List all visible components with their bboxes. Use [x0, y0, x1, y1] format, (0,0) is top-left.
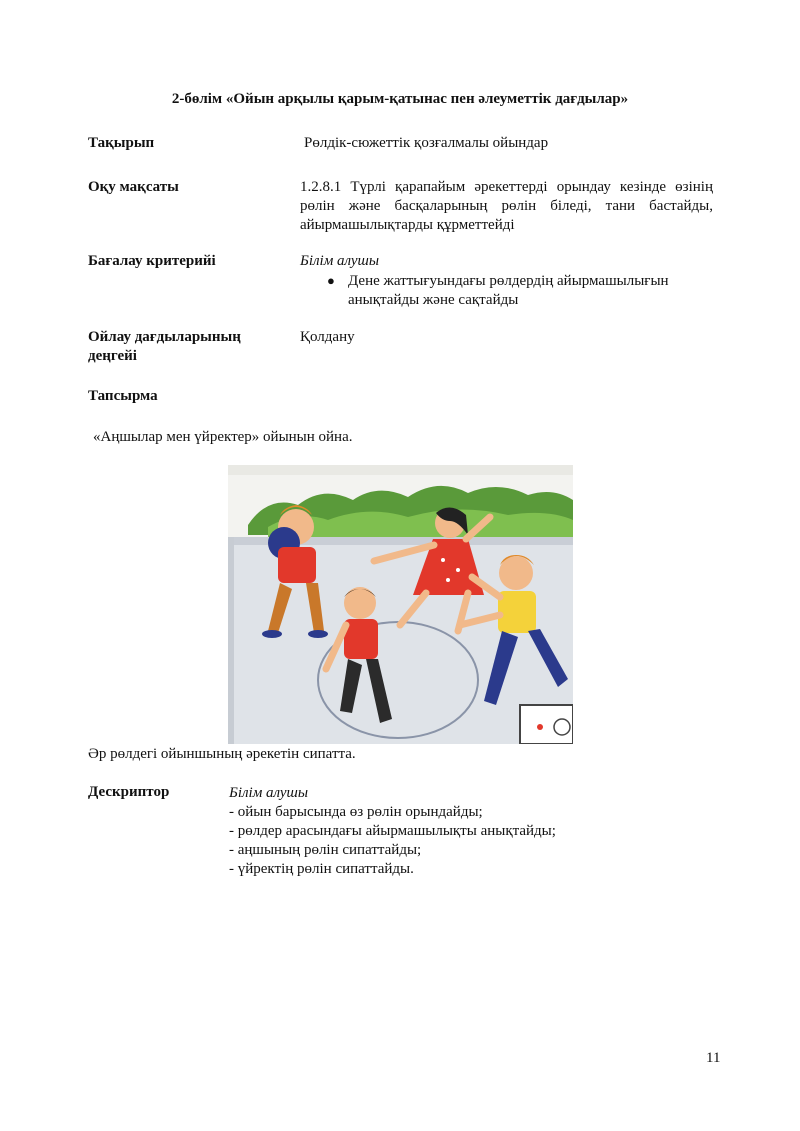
descriptor-item: - үйректің рөлін сипаттайды. — [229, 861, 414, 877]
thinking-label: Ойлау дағдыларының деңгейі — [88, 329, 241, 364]
task-text: «Аңшылар мен үйректер» ойынын ойна. — [93, 429, 353, 445]
descriptor-item: - ойын барысында өз рөлін орындайды; — [229, 804, 483, 820]
page-number: 11 — [706, 1050, 721, 1066]
descriptor-item: - рөлдер арасындағы айырмашылықты анықтайды; — [229, 823, 556, 839]
descriptor-item: - аңшының рөлін сипаттайды; — [229, 842, 422, 858]
criteria-label: Бағалау критерийі — [88, 253, 216, 269]
game-illustration — [228, 465, 573, 744]
descriptor-block — [229, 784, 556, 879]
objective-value: 1.2.8.1 Түрлі қарапайым әрекеттерді орындау кезінде өзінің рөлін және басқаларының рөлін біледі, тани бастайды, айырмашылықтарды құрметтейді — [300, 179, 713, 233]
criteria-bullet: Дене жаттығуындағы рөлдердің айырмашылығын анықтайды және сақтайды — [348, 273, 669, 308]
task-label: Тапсырма — [88, 388, 158, 404]
criteria-intro: Білім алушы — [300, 253, 380, 269]
section-title: 2-бөлім «Ойын арқылы қарым-қатынас пен әлеуметтік дағдылар» — [171, 91, 629, 107]
thinking-value: Қолдану — [300, 329, 355, 345]
topic-label: Тақырып — [88, 135, 155, 151]
descriptor-label: Дескриптор — [88, 784, 170, 800]
task-caption: Әр рөлдегі ойыншының әрекетін сипатта. — [88, 746, 356, 762]
bullet-icon: ● — [327, 273, 335, 288]
descriptor-intro: Білім алушы — [229, 785, 309, 801]
topic-value: Рөлдік-сюжеттік қозғалмалы ойындар — [304, 135, 549, 151]
objective-label: Оқу мақсаты — [88, 179, 179, 195]
